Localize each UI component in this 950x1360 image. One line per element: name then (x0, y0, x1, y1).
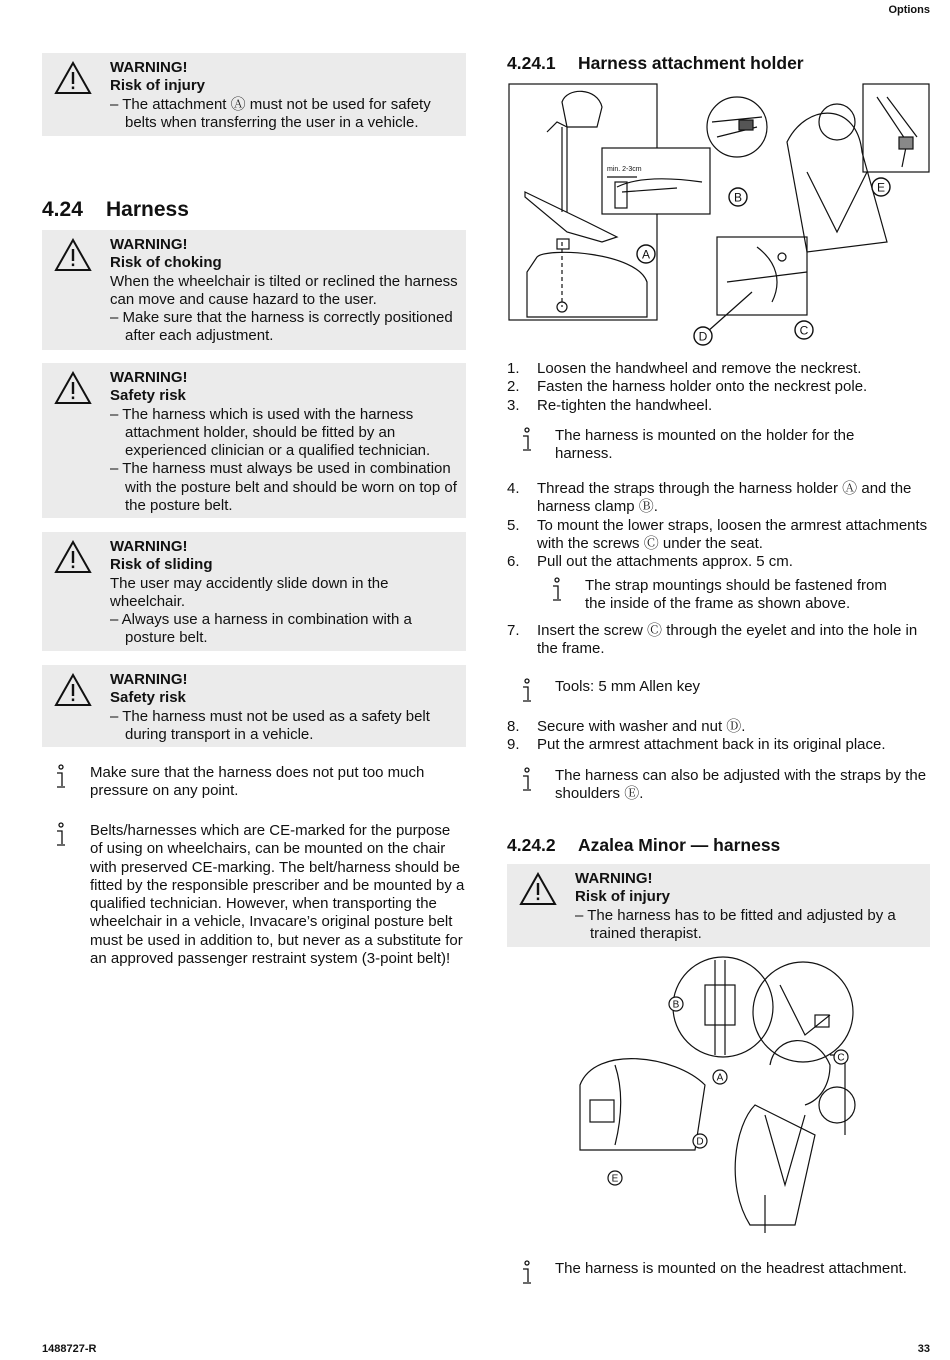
info-note-text: Make sure that the harness does not put too much pressure on any point. (90, 764, 425, 800)
info-note-text: The strap mountings should be fastened from the inside of the frame as shown above. (585, 577, 887, 613)
warning-triangle-icon (54, 540, 92, 574)
footer-doc-number: 1488727-R (42, 1343, 97, 1355)
warning-title: WARNING! (110, 236, 188, 253)
subsection-number: 4.24.1 (507, 53, 556, 73)
warning-triangle-icon (54, 238, 92, 272)
step-item (507, 736, 930, 754)
warning-title: WARNING! (110, 671, 188, 688)
step-text: To mount the lower straps, loosen the armrest attachments with the screws Ⓒ under the seat. (537, 516, 928, 552)
callout-e: E (876, 180, 886, 195)
subsection-number: 4.24.2 (507, 835, 556, 855)
warning-box-safety-transport (42, 665, 466, 747)
harness-holder-figure (507, 82, 931, 348)
step-text: Put the armrest attachment back in its original place. (537, 736, 886, 754)
info-icon (54, 764, 68, 790)
warning-subtitle: Risk of choking (110, 254, 222, 272)
section-title: Harness (106, 198, 189, 221)
step-text: Insert the screw Ⓒ through the eyelet and into the hole in the frame. (537, 622, 918, 658)
warning-intro: The user may accidently slide down in the wheelchair. (110, 574, 389, 610)
step-item (507, 517, 930, 554)
info-note-text: The harness is mounted on the holder for the harness. (555, 427, 855, 463)
callout-e: E (611, 1173, 619, 1185)
warning-line: – Always use a harness in combination with a posture belt. (110, 611, 412, 647)
warning-title: WARNING! (110, 59, 188, 76)
warning-line: – The attachment Ⓐ must not be used for safety belts when transferring the user in a vehicle. (110, 95, 431, 131)
azalea-minor-harness-figure (575, 955, 865, 1240)
warning-intro: When the wheelchair is tilted or reclined the harness can move and cause hazard to the user. (110, 272, 458, 308)
callout-b: B (733, 190, 743, 205)
step-item (507, 397, 930, 415)
callout-c: C (837, 1052, 845, 1064)
callout-d: D (696, 1136, 704, 1148)
step-item (507, 480, 930, 517)
warning-triangle-icon (54, 61, 92, 95)
steps-list-1 (507, 360, 930, 415)
info-icon (54, 822, 68, 848)
callout-d: D (698, 329, 708, 344)
warning-line: – The harness must always be used in combination with the posture belt and should be worn on top of the posture belt. (110, 460, 457, 515)
section-number: 4.24 (42, 198, 83, 221)
steps-list-2 (507, 480, 930, 571)
steps-list-4 (507, 718, 930, 755)
step-number: 1. (507, 360, 520, 377)
info-note (537, 577, 897, 617)
info-note (507, 1260, 930, 1286)
callout-c: C (799, 323, 809, 338)
warning-title: WARNING! (575, 870, 653, 887)
step-text: Loosen the handwheel and remove the neckrest. (537, 360, 862, 377)
step-number: 5. (507, 516, 520, 534)
info-note-text: Belts/harnesses which are CE-marked for the purpose of using on wheelchairs, can be mounted on the chair with preserved CE-marking. The belt/harness should be fitted by the responsible prescriber and be mounted by a qualified technician. However, when transporting the wheelchair in a vehicle, Invacare’s original posture belt must be used in addition to, but never as a substitute for an approved passenger restraint system (3-point belt)! (90, 822, 465, 968)
info-note-text: Tools: 5 mm Allen key (555, 678, 701, 695)
step-text: Secure with washer and nut Ⓓ. (537, 718, 746, 735)
info-note (42, 822, 466, 992)
info-icon (550, 577, 564, 603)
warning-box-safety (42, 363, 466, 518)
warning-box-choking (42, 230, 466, 350)
step-item (507, 360, 930, 378)
info-icon (520, 678, 534, 704)
warning-title: WARNING! (110, 538, 188, 555)
step-number: 4. (507, 480, 520, 497)
warning-title: WARNING! (110, 369, 188, 386)
step-number: 3. (507, 396, 520, 414)
step-item (507, 622, 930, 659)
subsection-title: Azalea Minor — harness (578, 835, 781, 855)
warning-box-sliding (42, 532, 466, 651)
step-text: Fasten the harness holder onto the neckrest pole. (537, 378, 868, 396)
info-note (42, 764, 466, 804)
dimension-label: min. 2-3cm (607, 166, 642, 173)
page-header-section: Options (888, 4, 930, 16)
info-icon (520, 1260, 534, 1286)
step-number: 9. (507, 736, 520, 754)
info-note-text: The harness can also be adjusted with the straps by the shoulders Ⓔ. (555, 767, 927, 803)
warning-line: – The harness which is used with the harness attachment holder, should be fitted by an experienced clinician or a qualified technician. (110, 405, 431, 460)
steps-list-3 (507, 622, 930, 659)
subsection-title: Harness attachment holder (578, 53, 804, 73)
step-item (507, 378, 930, 396)
step-item (507, 553, 930, 571)
warning-box-injury (42, 53, 466, 136)
subsection-heading (507, 835, 780, 856)
warning-triangle-icon (54, 371, 92, 405)
step-number: 7. (507, 622, 520, 639)
warning-triangle-icon (54, 673, 92, 707)
warning-subtitle: Risk of injury (110, 77, 206, 95)
info-icon (520, 427, 534, 453)
warning-subtitle: Risk of sliding (110, 556, 213, 574)
warning-subtitle: Safety risk (110, 689, 186, 707)
callout-a: A (716, 1072, 724, 1084)
warning-line: – The harness must not be used as a safety belt during transport in a vehicle. (110, 707, 430, 743)
step-text: Thread the straps through the harness holder Ⓐ and the harness clamp Ⓑ. (537, 480, 912, 516)
warning-line: – Make sure that the harness is correctly positioned after each adjustment. (110, 309, 453, 345)
callout-b: B (672, 999, 680, 1011)
subsection-heading (507, 53, 804, 74)
info-note-text: The harness is mounted on the headrest attachment. (555, 1260, 907, 1277)
callout-a: A (641, 247, 651, 262)
step-number: 2. (507, 378, 520, 396)
step-text: Pull out the attachments approx. 5 cm. (537, 553, 793, 571)
step-item (507, 718, 930, 736)
warning-subtitle: Risk of injury (575, 888, 671, 906)
warning-subtitle: Safety risk (110, 387, 186, 405)
section-heading (42, 198, 189, 222)
info-icon (520, 767, 534, 793)
info-note (507, 427, 887, 467)
warning-box-minor (507, 864, 930, 947)
footer-page-number: 33 (917, 1343, 930, 1355)
warning-triangle-icon (519, 872, 557, 906)
step-number: 6. (507, 553, 520, 571)
info-note (507, 767, 930, 807)
step-text: Re-tighten the handwheel. (537, 396, 713, 414)
info-note (507, 678, 887, 704)
step-number: 8. (507, 718, 520, 735)
warning-line: – The harness has to be fitted and adjusted by a trained therapist. (575, 906, 896, 942)
